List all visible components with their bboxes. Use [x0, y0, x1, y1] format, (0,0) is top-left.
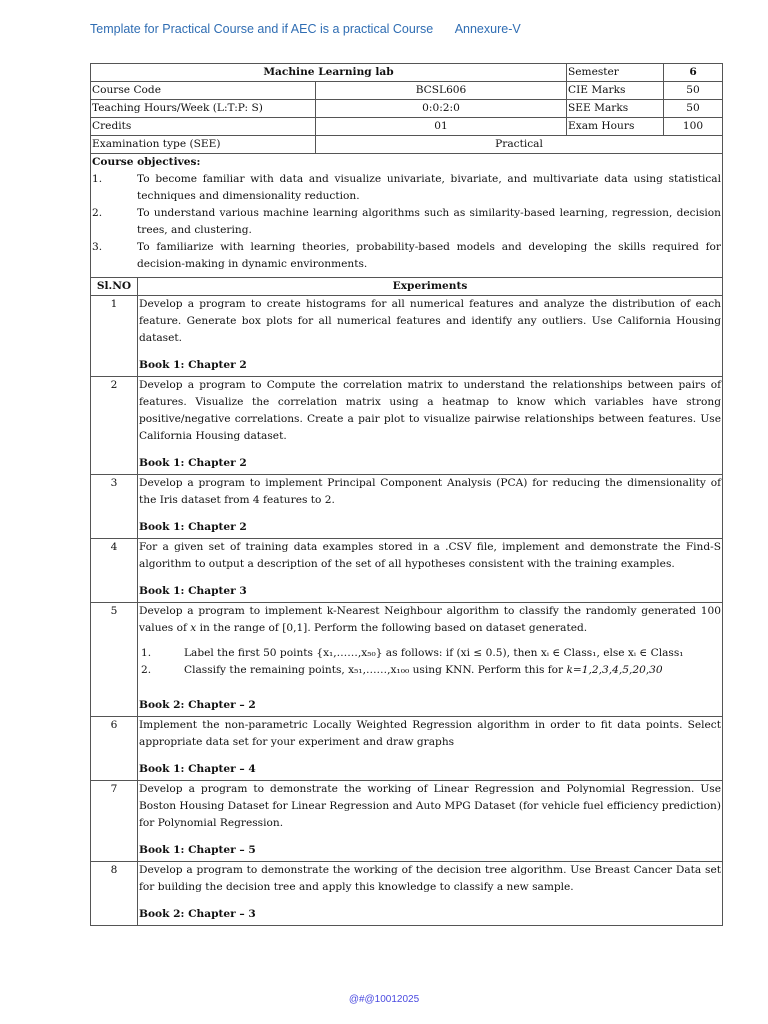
experiment-row	[91, 296, 723, 377]
semester-value: 6	[664, 64, 723, 82]
teaching-hours-label: Teaching Hours/Week (L:T:P: S)	[91, 100, 316, 118]
experiment-row	[91, 781, 723, 862]
exam-hours-value: 100	[664, 118, 723, 136]
exam-type-label: Examination type (SEE)	[91, 136, 316, 154]
book-reference: Book 1: Chapter 2	[139, 521, 247, 533]
see-marks-label: SEE Marks	[567, 100, 664, 118]
sl-no: 1	[91, 296, 138, 377]
sl-no: 6	[91, 717, 138, 781]
course-code-value: BCSL606	[316, 82, 567, 100]
footer-code: @#@10012025	[348, 994, 420, 1005]
experiment-text: Develop a program to create histograms for all numerical features and analyze the distribution of each feature. Generate box plots for all numerical features and identify any outliers. Use California Housing dataset.	[139, 298, 721, 344]
experiment-text: Implement the non-parametric Locally Weighted Regression algorithm in order to fit data points. Select appropriate data set for your experiment and draw graphs	[139, 719, 721, 748]
credits-label: Credits	[91, 118, 316, 136]
experiment-row	[91, 862, 723, 926]
experiment-row	[91, 539, 723, 603]
experiment-row	[91, 603, 723, 717]
experiment-text: Develop a program to demonstrate the working of Linear Regression and Polynomial Regression. Use Boston Housing Dataset for Linear Regression and Auto MPG Dataset (for vehicle fuel efficiency prediction) for Polynomial Regression.	[139, 783, 721, 829]
sl-no: 5	[91, 603, 138, 717]
semester-label: Semester	[567, 64, 664, 82]
book-reference: Book 1: Chapter – 5	[139, 844, 256, 856]
exam-hours-label: Exam Hours	[567, 118, 664, 136]
objectives-heading: Course objectives:	[92, 156, 201, 168]
sl-no: 2	[91, 377, 138, 475]
course-table	[90, 63, 723, 926]
sl-no: 3	[91, 475, 138, 539]
experiment-text: Develop a program to implement Principal Component Analysis (PCA) for reducing the dimensionality of the Iris dataset from 4 features to 2.	[139, 477, 721, 506]
template-title: Template for Practical Course and if AEC is a practical Course	[90, 22, 434, 36]
sub-list	[139, 645, 721, 679]
experiment-row	[91, 475, 723, 539]
cie-marks-label: CIE Marks	[567, 82, 664, 100]
experiments-header: Experiments	[138, 278, 723, 296]
exam-type-value: Practical	[316, 136, 723, 154]
page-header	[90, 22, 521, 36]
see-marks-value: 50	[664, 100, 723, 118]
sl-no: 8	[91, 862, 138, 926]
credits-value: 01	[316, 118, 567, 136]
cie-marks-value: 50	[664, 82, 723, 100]
book-reference: Book 1: Chapter 2	[139, 359, 247, 371]
objectives-list	[92, 171, 721, 273]
course-title: Machine Learning lab	[91, 64, 567, 82]
annexure-label: Annexure-V	[454, 22, 521, 36]
book-reference: Book 1: Chapter 3	[139, 585, 247, 597]
objective-item: 3. To familiarize with learning theories, probability-based models and developing the skills required for decision-making in dynamic environments.	[92, 241, 721, 270]
book-reference: Book 1: Chapter – 4	[139, 763, 256, 775]
book-reference: Book 1: Chapter 2	[139, 457, 247, 469]
sl-no-header: Sl.NO	[91, 278, 138, 296]
experiment-row	[91, 377, 723, 475]
experiment-text: Develop a program to Compute the correlation matrix to understand the relationships between pairs of features. Visualize the correlation matrix using a heatmap to know which variables have strong positive/negative correlations. Create a pair plot to visualize pairwise relationships between features. Use California Housing dataset.	[139, 379, 721, 442]
experiment-text: Develop a program to implement k-Nearest Neighbour algorithm to classify the randomly generated 100 values of x in the range of [0,1]. Perform the following based on dataset generated.	[139, 605, 721, 634]
sl-no: 7	[91, 781, 138, 862]
teaching-hours-value: 0:0:2:0	[316, 100, 567, 118]
book-reference: Book 2: Chapter – 3	[139, 908, 256, 920]
sub-item: 2. Classify the remaining points, x₅₁,……,x₁₀₀ using KNN. Perform this for k=1,2,3,4,5,20,30	[141, 664, 663, 676]
objectives-cell	[91, 154, 723, 278]
sl-no: 4	[91, 539, 138, 603]
experiment-text: Develop a program to demonstrate the working of the decision tree algorithm. Use Breast Cancer Data set for building the decision tree and apply this knowledge to classify a new sample.	[139, 864, 721, 893]
experiment-text: For a given set of training data examples stored in a .CSV file, implement and demonstrate the Find-S algorithm to output a description of the set of all hypotheses consistent with the training examples.	[139, 541, 721, 570]
book-reference: Book 2: Chapter – 2	[139, 699, 256, 711]
sub-item: 1. Label the first 50 points {x₁,……,x₅₀} as follows: if (xi ≤ 0.5), then xᵢ ∈ Class₁, else xᵢ ∈ Class₁	[141, 647, 684, 659]
objective-item: 2. To understand various machine learning algorithms such as similarity-based learning, regression, decision trees, and clustering.	[92, 207, 721, 236]
course-code-label: Course Code	[91, 82, 316, 100]
objective-item: 1. To become familiar with data and visualize univariate, bivariate, and multivariate data using statistical techniques and dimensionality reduction.	[92, 173, 721, 202]
experiment-row	[91, 717, 723, 781]
